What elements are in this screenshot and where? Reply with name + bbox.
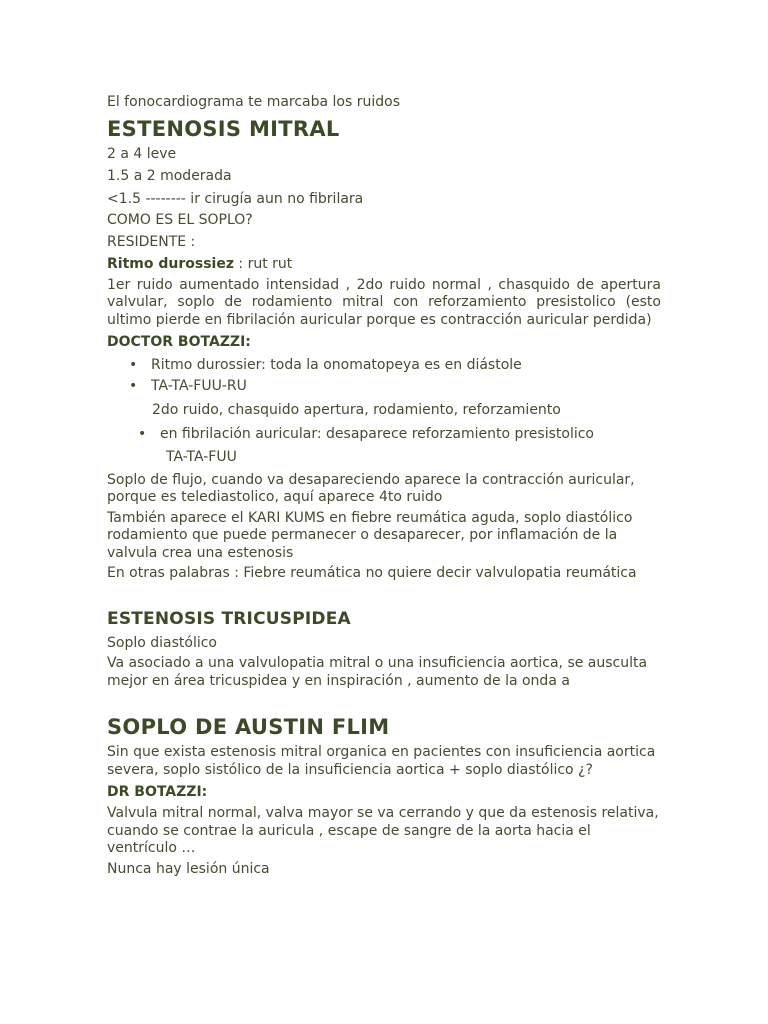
list-item	[107, 378, 661, 396]
paragraph-flujo: Soplo de flujo, cuando va desapareciendo aparece la contracción auricular, porque es telediastolico, aquí aparece 4to ruido	[107, 471, 635, 505]
lesion-unica-text: Nunca hay lesión única	[107, 860, 270, 877]
bullet-text: en fibrilación auricular: desaparece reforzamiento presistolico	[160, 425, 594, 442]
list-item	[107, 357, 661, 375]
intro-text: El fonocardiograma te marcaba los ruidos	[107, 94, 401, 110]
tricuspidea-paragraph: Va asociado a una valvulopatia mitral o una insuficiencia aortica, se ausculta mejor en área tricuspidea y en inspiración , aumento de la onda a	[107, 655, 648, 689]
heading-estenosis-tricuspidea: ESTENOSIS TRICUSPIDEA	[107, 608, 351, 629]
ritmo-text: : rut rut	[233, 256, 293, 272]
heading-soplo-austin-flim: SOPLO DE AUSTIN FLIM	[107, 715, 390, 739]
residente-label: RESIDENTE :	[107, 233, 196, 250]
sub-item-text: 2do ruido, chasquido apertura, rodamiento, reforzamiento	[152, 402, 561, 418]
austin-flim-paragraph: Sin que exista estenosis mitral organica en pacientes con insuficiencia aortica severa, soplo sistólico de la insuficiencia aortica + soplo diastólico ¿?	[107, 744, 656, 778]
ritmo-label: Ritmo durossiez	[107, 256, 234, 272]
ritmo-line	[107, 256, 661, 274]
bullet-icon: •	[129, 357, 138, 373]
tricuspidea-line: Soplo diastólico	[107, 634, 217, 651]
heading-estenosis-mitral: ESTENOSIS MITRAL	[107, 116, 340, 141]
sub-item-text: TA-TA-FUU	[166, 449, 237, 465]
paragraph-otras-palabras: En otras palabras : Fiebre reumática no quiere decir valvulopatia reumática	[107, 565, 637, 581]
dr-botazzi-label: DR BOTAZZI:	[107, 784, 208, 800]
bullet-icon: •	[129, 377, 138, 394]
severity-moderate: 1.5 a 2 moderada	[107, 168, 232, 184]
residente-paragraph: 1er ruido aumentado intensidad , 2do ruido normal , chasquido de apertura valvular, soplo de rodamiento mitral con reforzamiento presistolico (esto ultimo pierde en fibrilación auricular porque es contracción auricular perdida)	[107, 276, 661, 328]
list-item	[107, 426, 661, 444]
bullet-text: TA-TA-FUU-RU	[151, 377, 247, 394]
severity-surgery: <1.5 -------- ir cirugía aun no fibrilara	[107, 190, 364, 207]
document-page	[107, 94, 661, 878]
valvula-paragraph: Valvula mitral normal, valva mayor se va cerrando y que da estenosis relativa, cuando se contrae la auricula , escape de sangre de la aorta hacia el ventrículo …	[107, 805, 659, 856]
paragraph-kari-kums: También aparece el KARI KUMS en fiebre reumática aguda, soplo diastólico rodamiento que puede permanecer o desaparecer, por inflamación de la valvula crea una estenosis	[107, 509, 633, 561]
severity-mild: 2 a 4 leve	[107, 145, 177, 162]
question-soplo: COMO ES EL SOPLO?	[107, 212, 253, 228]
bullet-icon: •	[138, 425, 147, 442]
bullet-text: Ritmo durossier: toda la onomatopeya es en diástole	[151, 357, 522, 373]
doctor-botazzi-label: DOCTOR BOTAZZI:	[107, 334, 251, 350]
